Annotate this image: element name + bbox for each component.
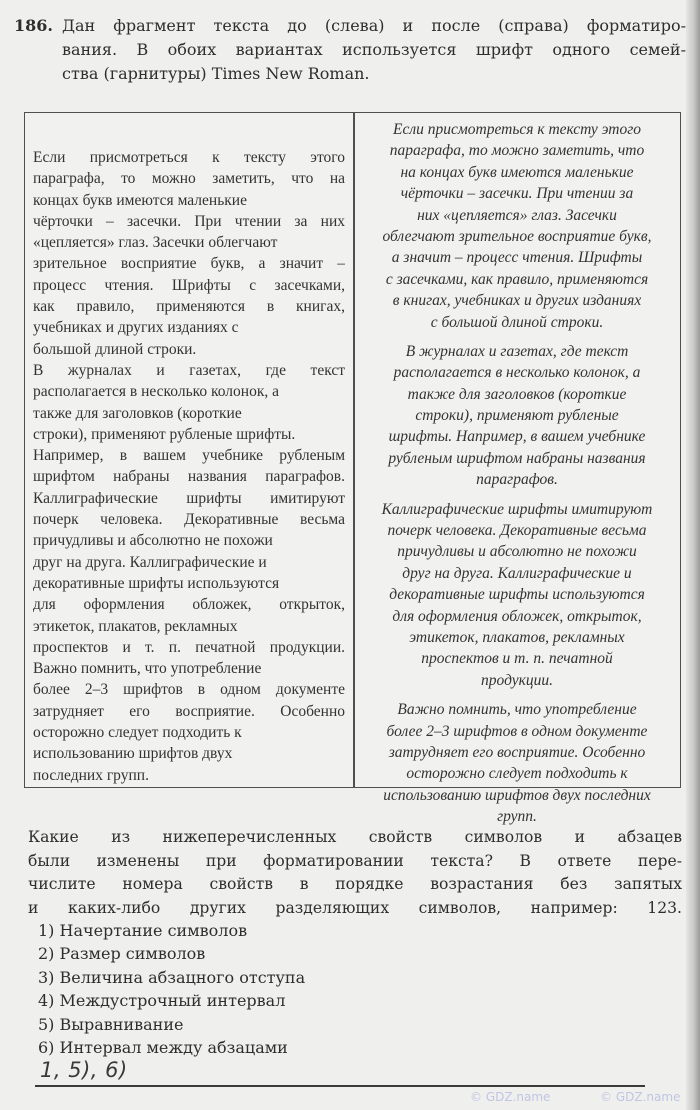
right-text-line: облегчают зрительное восприятие букв,: [382, 227, 652, 245]
left-text-line: Если присмотреться к тексту этого: [33, 149, 345, 166]
right-text-line: использованию шрифтов двух последних: [383, 786, 651, 804]
right-paragraph: [359, 699, 675, 827]
left-text-line: затрудняет его восприятие. Особенно: [33, 702, 345, 720]
text-before-formatting: [33, 147, 345, 786]
right-text-line: с засечками, как правило, применяются: [385, 270, 649, 288]
right-text-line: затрудняет его восприятие. Особенно: [388, 743, 646, 761]
right-text-line: Важно помнить, что употребление: [397, 701, 637, 719]
handwritten-answer: 1, 5), 6): [40, 1058, 128, 1082]
right-text-line: параграфа, то можно заметить, что: [389, 142, 645, 160]
question-line: и каких-либо других разделяющих символов, например: 123.: [28, 898, 682, 917]
comparison-table: [24, 112, 681, 826]
left-text-line: располагается в несколько колонок, а: [33, 383, 280, 401]
right-text-line: друг на друга. Каллиграфические и: [402, 564, 632, 582]
left-text-line: также для заголовков (короткие: [33, 404, 242, 422]
task-line: вания. В обоих вариантах используется шрифт одного семей-: [62, 40, 686, 59]
right-text-line: Каллиграфические шрифты имитируют: [381, 500, 653, 518]
question-line: числите номера свойств в порядке возрастания без запятых: [28, 875, 682, 893]
column-divider: [353, 113, 355, 787]
option-item: 1) Начертание символов: [38, 921, 248, 940]
left-text-line: этикеток, плакатов, рекламных: [33, 617, 238, 635]
right-text-line: на концах букв имеются маленькие: [400, 163, 634, 181]
right-text-line: них «цепляется» глаз. Засечки: [417, 206, 617, 224]
page-binding-shadow: [686, 0, 700, 1110]
right-text-line: причудливы и абсолютно не похожи: [397, 543, 637, 561]
right-text-line: а значит – процесс чтения. Шрифты: [391, 249, 643, 267]
option-item: 2) Размер символов: [38, 944, 206, 964]
right-text-line: осторожно следует подходить к: [406, 765, 628, 783]
right-text-line: шрифты. Например, в вашем учебнике: [388, 428, 646, 446]
left-text-line: декоративные шрифты используются: [33, 574, 280, 592]
right-text-line: строки), применяют рубленые: [415, 407, 619, 425]
option-item: 5) Выравнивание: [38, 1014, 184, 1034]
question-text: [28, 826, 682, 920]
right-paragraph: [359, 341, 675, 491]
left-text-line: чёрточки – засечки. При чтении за них: [33, 212, 345, 230]
left-text-line: причудливы и абсолютно не похожи: [33, 532, 273, 550]
left-text-line: параграфа, то можно заметить, что на: [33, 170, 345, 188]
right-text-line: чёрточки – засечки. При чтении за: [400, 185, 634, 203]
right-text-line: с большой длиной строки.: [430, 313, 604, 331]
watermark: © GDZ.name: [470, 1090, 551, 1104]
left-text-line: Важно помнить, что употребление: [33, 660, 262, 678]
right-text-line: проспектов и т. п. печатной: [421, 650, 613, 668]
left-text-line: «цепляется» глаз. Засечки облегчают: [33, 234, 278, 252]
right-text-line: групп.: [497, 808, 537, 826]
right-text-line: рубленым шрифтом набраны названия: [388, 449, 646, 467]
left-text-line: учебниках и других изданиях с: [33, 319, 239, 337]
left-text-line: проспектов и т. п. печатной продукции.: [33, 638, 345, 656]
right-text-line: в книгах, учебниках и других изданиях: [392, 292, 642, 310]
right-text-line: почерк человека. Декоративные весьма: [387, 522, 647, 540]
right-text-line: Если присмотреться к тексту этого: [393, 121, 641, 138]
right-paragraph: [359, 499, 675, 692]
left-text-line: более 2–3 шрифтов в одном документе: [33, 681, 345, 699]
right-text-line: параграфов.: [476, 471, 558, 489]
right-text-line: этикеток, плакатов, рекламных: [409, 628, 625, 646]
left-text-line: Например, в вашем учебнике рубленым: [33, 447, 345, 465]
left-text-line: последних групп.: [33, 766, 149, 784]
left-text-line: строки), применяют рубленые шрифты.: [33, 425, 296, 443]
left-text-line: шрифтом набраны названия параграфов.: [33, 468, 345, 486]
right-text-line: располагается в несколько колонок, а: [393, 364, 641, 382]
task-number: 186.: [14, 16, 53, 35]
option-item: 6) Интервал между абзацами: [38, 1037, 288, 1057]
options-list: [38, 919, 458, 1059]
left-text-line: Каллиграфические шрифты имитируют: [33, 489, 345, 507]
question-line: Какие из нижеперечисленных свойств символов и абзацев: [28, 828, 682, 846]
left-text-line: как правило, применяются в книгах,: [33, 298, 345, 316]
right-text-line: декоративные шрифты используются: [389, 586, 645, 604]
left-text-line: друг на друга. Каллиграфические и: [33, 553, 267, 571]
option-item: 4) Междустрочный интервал: [38, 991, 286, 1011]
question-line: были изменены при форматировании текста? В ответе пере-: [28, 851, 682, 870]
right-text-line: В журналах и газетах, где текст: [405, 342, 629, 360]
task-line: ства (гарнитуры) Times New Roman.: [62, 64, 370, 83]
left-text-line: процесс чтения. Шрифты с засечками,: [33, 276, 345, 294]
left-text-line: концах букв имеются маленькие: [33, 191, 247, 209]
left-text-line: для оформления обложек, открыток,: [33, 596, 345, 614]
text-after-formatting: [359, 119, 675, 836]
watermark: © GDZ.name: [600, 1090, 681, 1104]
task-statement: [14, 14, 686, 86]
answer-line: [35, 1085, 645, 1087]
option-item: 3) Величина абзацного отступа: [38, 967, 306, 987]
left-text-line: В журналах и газетах, где текст: [33, 361, 345, 379]
task-line: Дан фрагмент текста до (слева) и после (справа) форматиро-: [62, 16, 686, 35]
left-text-line: зрительное восприятие букв, а значит –: [33, 255, 345, 273]
right-text-line: продукции.: [481, 671, 553, 689]
right-paragraph: [359, 119, 675, 333]
left-text-line: почерк человека. Декоративные весьма: [33, 511, 345, 529]
left-text-line: большой длиной строки.: [33, 340, 197, 358]
left-text-line: осторожно следует подходить к: [33, 724, 242, 742]
right-text-line: для оформления обложек, открыток,: [392, 607, 642, 625]
left-text-line: использованию шрифтов двух: [33, 745, 233, 763]
right-text-line: более 2–3 шрифтов в одном документе: [386, 722, 648, 740]
right-text-line: также для заголовков (короткие: [407, 385, 627, 403]
